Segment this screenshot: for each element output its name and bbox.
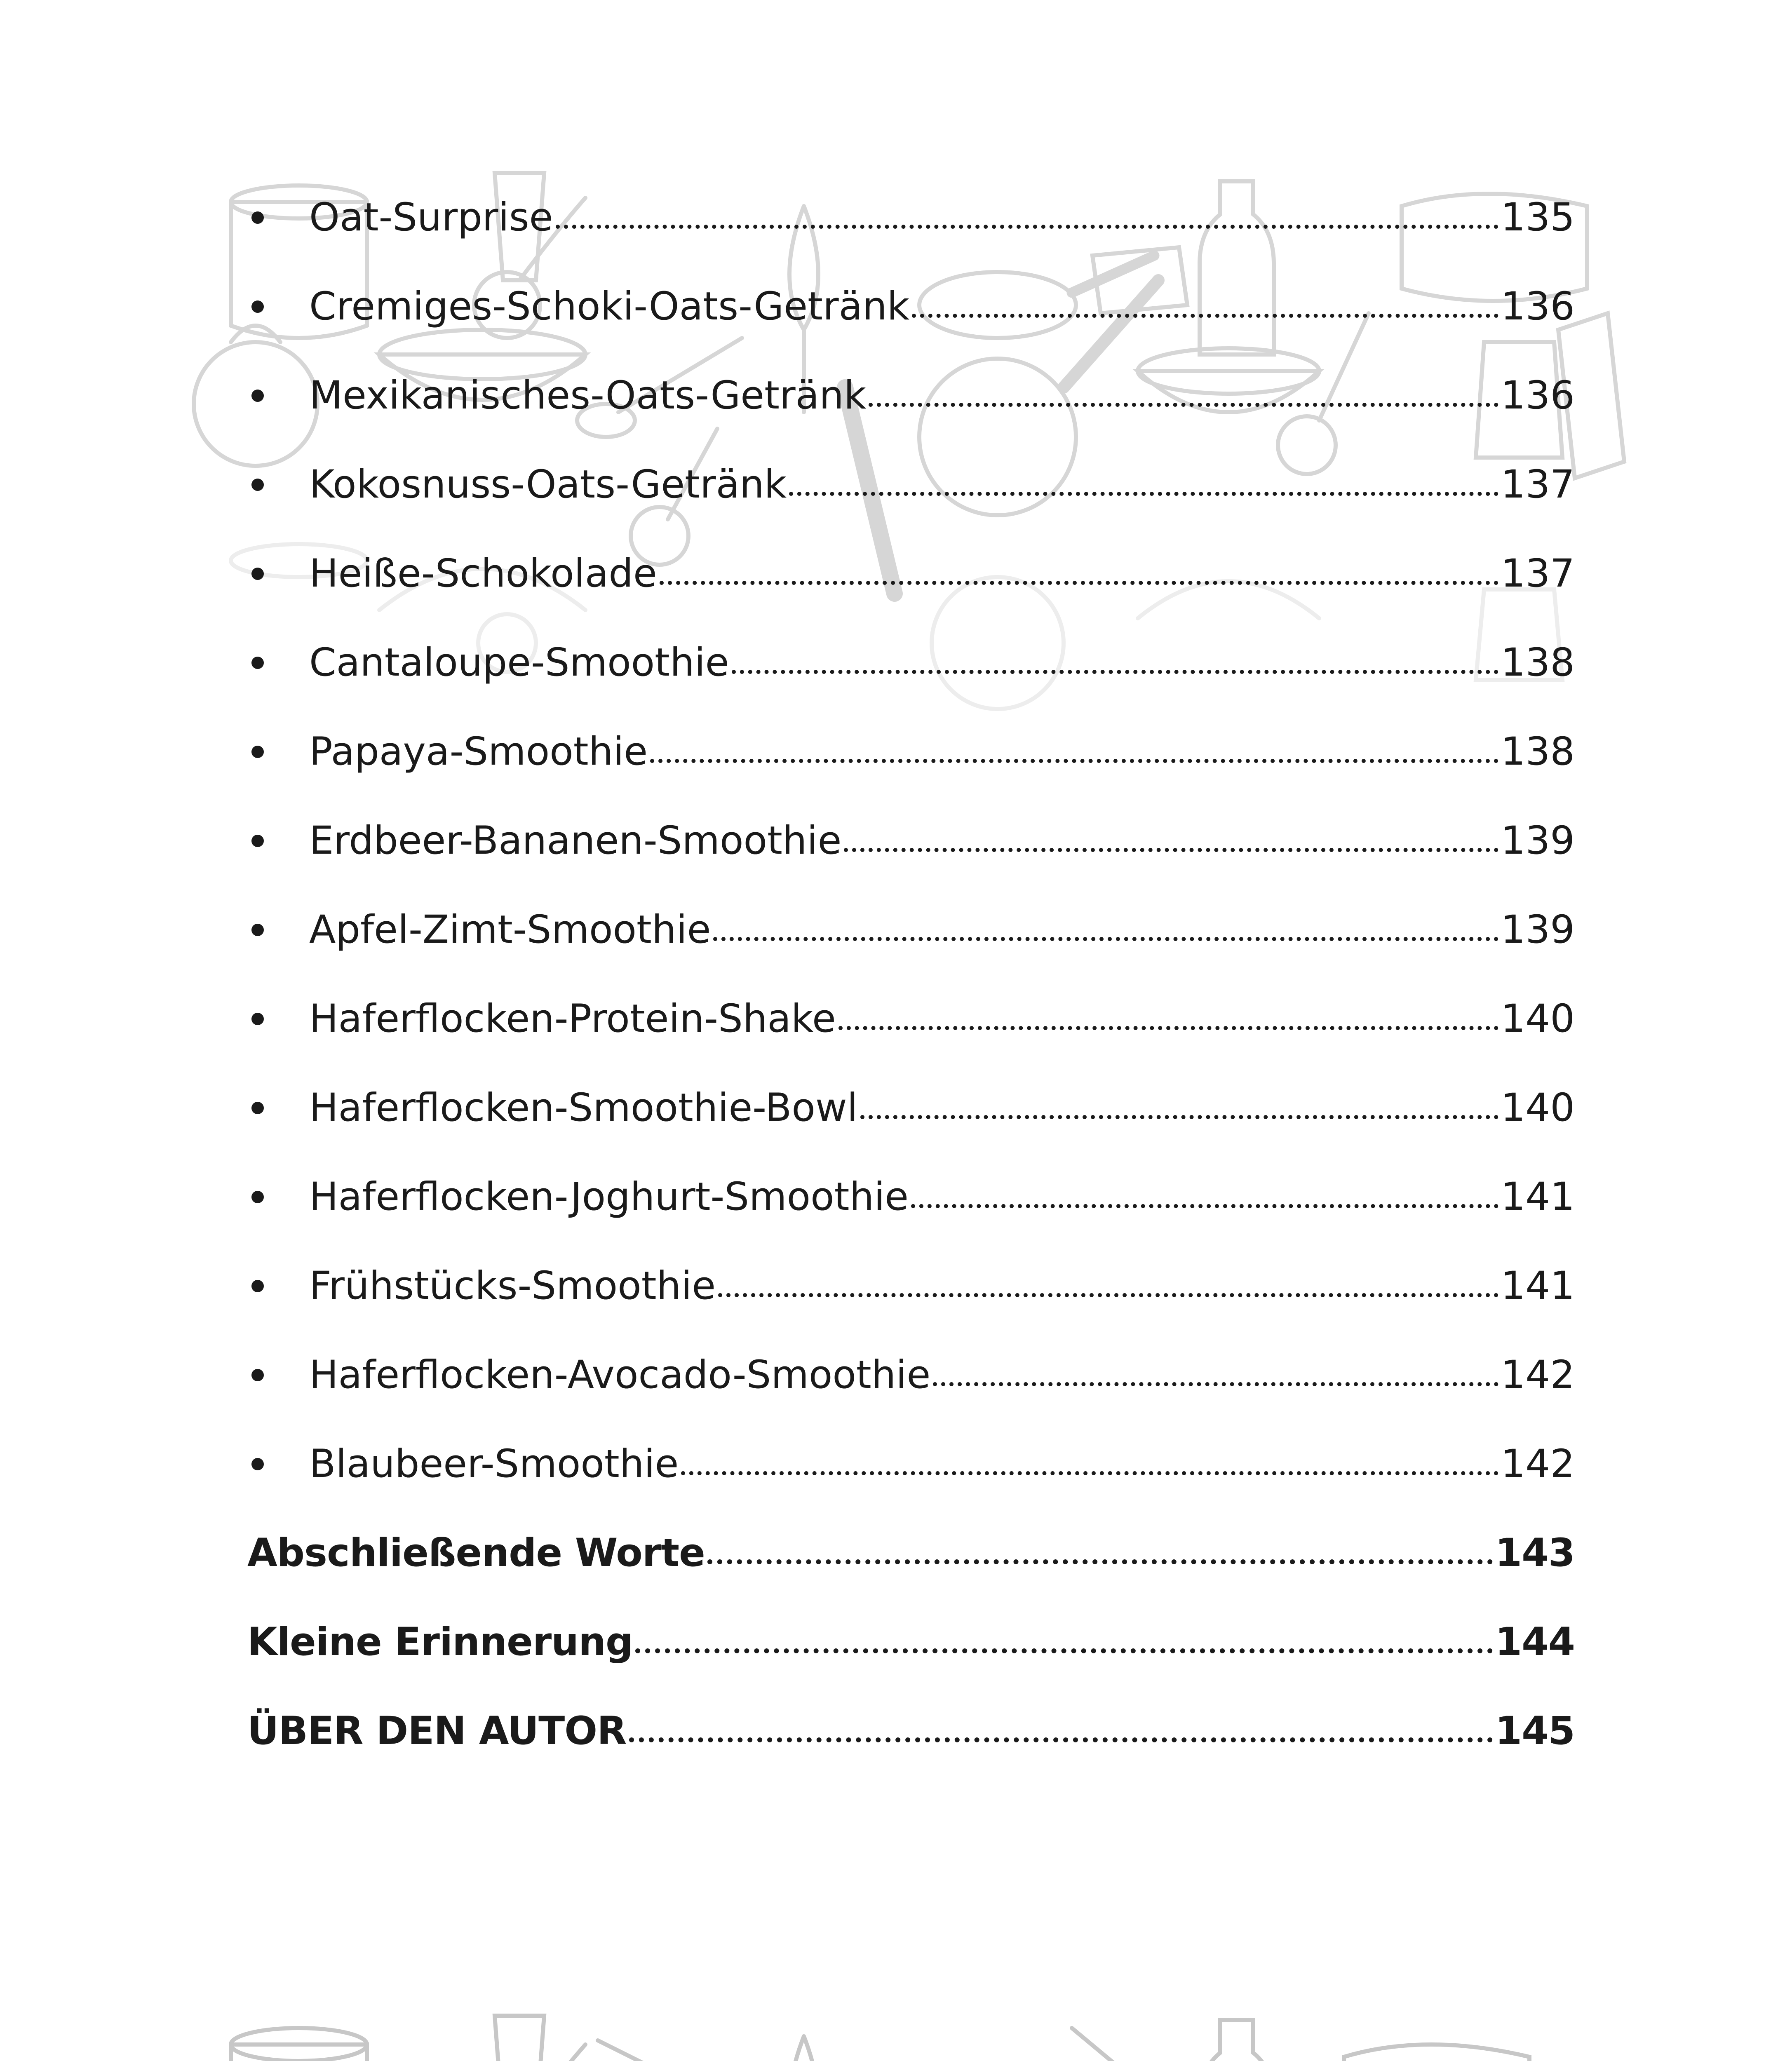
bullet-icon bbox=[247, 1102, 309, 1114]
toc-line bbox=[309, 284, 1575, 329]
bullet-icon bbox=[247, 300, 309, 313]
dot-leader bbox=[629, 1737, 1493, 1742]
dot-leader bbox=[713, 937, 1498, 941]
dot-leader bbox=[650, 759, 1498, 763]
toc-recipe-entry[interactable] bbox=[247, 1420, 1575, 1509]
toc-recipe-entry[interactable] bbox=[247, 618, 1575, 707]
toc-entry-title: Frühstücks-Smoothie bbox=[309, 1263, 716, 1308]
toc-page-number: 143 bbox=[1495, 1530, 1575, 1575]
toc-entry-title: Erdbeer-Bananen-Smoothie bbox=[309, 818, 842, 863]
toc-line bbox=[309, 551, 1575, 596]
bullet-icon bbox=[247, 657, 309, 669]
toc-line bbox=[309, 1441, 1575, 1486]
toc-entry-title: Oat-Surprise bbox=[309, 195, 553, 240]
toc-page-number: 138 bbox=[1501, 729, 1575, 774]
dot-leader bbox=[844, 848, 1498, 852]
toc-line bbox=[309, 907, 1575, 952]
toc-chapter-entry[interactable] bbox=[247, 1687, 1575, 1776]
toc-page-number: 135 bbox=[1501, 195, 1575, 240]
toc-page-number: 137 bbox=[1501, 551, 1575, 596]
toc-page-number: 140 bbox=[1501, 1085, 1575, 1130]
dot-leader bbox=[732, 670, 1498, 674]
toc-line bbox=[309, 729, 1575, 774]
toc-recipe-entry[interactable] bbox=[247, 173, 1575, 262]
toc-page-number: 140 bbox=[1501, 996, 1575, 1041]
toc-recipe-entry[interactable] bbox=[247, 796, 1575, 885]
toc-page-number: 145 bbox=[1495, 1709, 1575, 1753]
toc-recipe-entry[interactable] bbox=[247, 1153, 1575, 1242]
bullet-icon bbox=[247, 211, 309, 224]
dot-leader bbox=[912, 314, 1498, 318]
toc-entry-title: Heiße-Schokolade bbox=[309, 551, 657, 596]
toc-line bbox=[309, 373, 1575, 418]
dot-leader bbox=[933, 1382, 1498, 1386]
bullet-icon bbox=[247, 746, 309, 758]
bullet-icon bbox=[247, 1458, 309, 1470]
toc-line bbox=[309, 1263, 1575, 1308]
toc-recipe-entry[interactable] bbox=[247, 1242, 1575, 1331]
dot-leader bbox=[869, 403, 1498, 407]
toc-line bbox=[309, 1085, 1575, 1130]
table-of-contents bbox=[247, 173, 1575, 1776]
dot-leader bbox=[556, 225, 1498, 229]
dot-leader bbox=[911, 1204, 1498, 1208]
toc-entry-title: Apfel-Zimt-Smoothie bbox=[309, 907, 711, 952]
toc-recipe-entry[interactable] bbox=[247, 1331, 1575, 1420]
toc-entry-title: Cremiges-Schoki-Oats-Getränk bbox=[309, 284, 910, 329]
bullet-icon bbox=[247, 479, 309, 491]
dot-leader bbox=[838, 1026, 1498, 1030]
toc-chapter-entry[interactable] bbox=[247, 1509, 1575, 1598]
toc-recipe-entry[interactable] bbox=[247, 351, 1575, 440]
toc-entry-title: Haferflocken-Smoothie-Bowl bbox=[309, 1085, 858, 1130]
dot-leader bbox=[860, 1115, 1498, 1119]
bullet-icon bbox=[247, 924, 309, 936]
toc-recipe-entry[interactable] bbox=[247, 974, 1575, 1063]
toc-page-number: 142 bbox=[1501, 1352, 1575, 1397]
toc-page-number: 142 bbox=[1501, 1441, 1575, 1486]
toc-recipe-entry[interactable] bbox=[247, 707, 1575, 796]
toc-page-number: 137 bbox=[1501, 462, 1575, 507]
toc-recipe-entry[interactable] bbox=[247, 1063, 1575, 1153]
bullet-icon bbox=[247, 1013, 309, 1025]
dot-leader bbox=[635, 1648, 1492, 1653]
toc-page-number: 139 bbox=[1501, 907, 1575, 952]
toc-line bbox=[247, 1620, 1575, 1664]
kitchen-utensils-watermark-bottom bbox=[0, 2012, 1792, 2061]
toc-recipe-entry[interactable] bbox=[247, 440, 1575, 529]
bullet-icon bbox=[247, 1191, 309, 1203]
toc-line bbox=[309, 462, 1575, 507]
dot-leader bbox=[718, 1293, 1498, 1297]
toc-page-number: 139 bbox=[1501, 818, 1575, 863]
bullet-icon bbox=[247, 1280, 309, 1292]
toc-entry-title: Blaubeer-Smoothie bbox=[309, 1441, 679, 1486]
toc-line bbox=[309, 640, 1575, 685]
dot-leader bbox=[660, 581, 1498, 585]
dot-leader bbox=[681, 1471, 1498, 1475]
dot-leader bbox=[789, 492, 1498, 496]
toc-line bbox=[309, 1174, 1575, 1219]
toc-entry-title: Mexikanisches-Oats-Getränk bbox=[309, 373, 867, 418]
toc-entry-title: Cantaloupe-Smoothie bbox=[309, 640, 729, 685]
toc-recipe-entry[interactable] bbox=[247, 262, 1575, 351]
toc-entry-title: Haferflocken-Protein-Shake bbox=[309, 996, 836, 1041]
toc-page-number: 136 bbox=[1501, 373, 1575, 418]
toc-entry-title: ÜBER DEN AUTOR bbox=[247, 1709, 627, 1753]
toc-line bbox=[309, 1352, 1575, 1397]
toc-page-number: 141 bbox=[1501, 1174, 1575, 1219]
toc-page-number: 141 bbox=[1501, 1263, 1575, 1308]
toc-recipe-entry[interactable] bbox=[247, 885, 1575, 974]
toc-line bbox=[247, 1530, 1575, 1575]
toc-recipe-entry[interactable] bbox=[247, 529, 1575, 618]
bullet-icon bbox=[247, 568, 309, 580]
toc-entry-title: Kokosnuss-Oats-Getränk bbox=[309, 462, 787, 507]
toc-entry-title: Papaya-Smoothie bbox=[309, 729, 648, 774]
toc-line bbox=[247, 1709, 1575, 1753]
toc-line bbox=[309, 195, 1575, 240]
toc-page-number: 136 bbox=[1501, 284, 1575, 329]
toc-page-number: 144 bbox=[1495, 1620, 1575, 1664]
toc-entry-title: Abschließende Worte bbox=[247, 1530, 705, 1575]
toc-chapter-entry[interactable] bbox=[247, 1598, 1575, 1687]
toc-entry-title: Kleine Erinnerung bbox=[247, 1620, 633, 1664]
toc-line bbox=[309, 818, 1575, 863]
toc-entry-title: Haferflocken-Joghurt-Smoothie bbox=[309, 1174, 909, 1219]
toc-entry-title: Haferflocken-Avocado-Smoothie bbox=[309, 1352, 931, 1397]
bullet-icon bbox=[247, 390, 309, 402]
bullet-icon bbox=[247, 1369, 309, 1381]
toc-page-number: 138 bbox=[1501, 640, 1575, 685]
toc-line bbox=[309, 996, 1575, 1041]
bullet-icon bbox=[247, 835, 309, 847]
dot-leader bbox=[707, 1559, 1493, 1564]
